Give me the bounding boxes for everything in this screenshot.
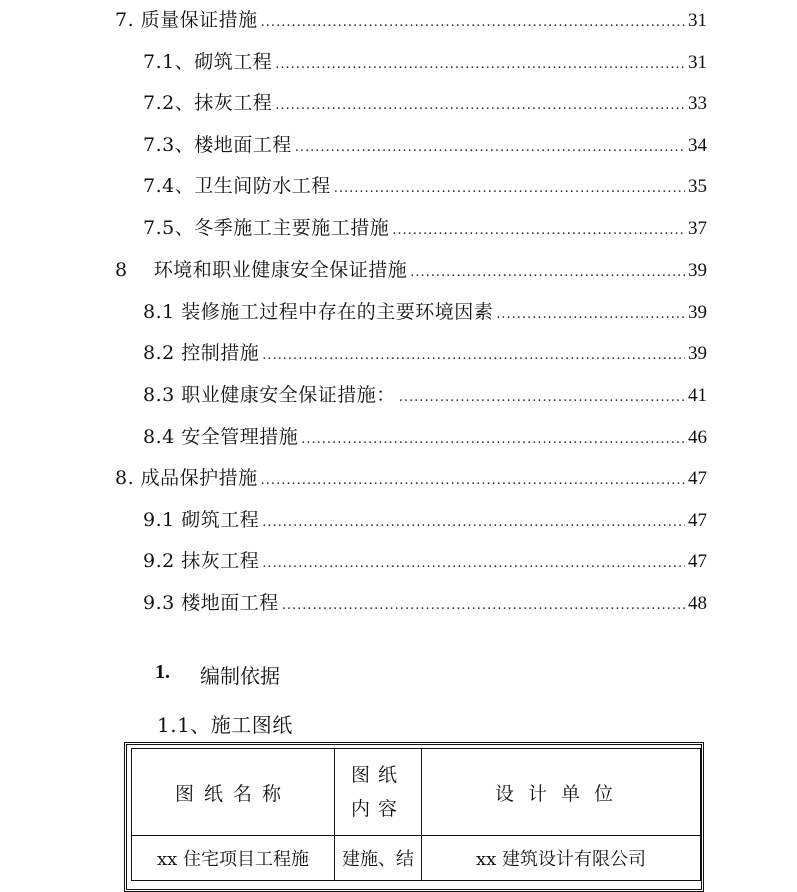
- toc-entry-page: 47: [688, 510, 707, 531]
- toc-entry[interactable]: [143, 133, 707, 160]
- drawings-table-frame: [124, 742, 704, 892]
- toc-entry-title: 8.2 控制措施: [143, 342, 260, 364]
- toc-leader-dots: [410, 261, 685, 285]
- toc-entry-page: 39: [688, 302, 707, 323]
- toc-leader-dots: [262, 511, 685, 535]
- toc-leader-dots: [275, 53, 685, 77]
- cell-drawing-name: xx 住宅项目工程施: [132, 836, 335, 881]
- table-row: [132, 836, 701, 881]
- toc-entry-title: 7.5、冬季施工主要施工措施: [143, 217, 390, 239]
- cell-design-unit: xx 建筑设计有限公司: [422, 836, 701, 881]
- toc-entry[interactable]: [143, 383, 707, 410]
- toc-entry[interactable]: [143, 91, 707, 118]
- toc-leader-dots: [399, 386, 685, 410]
- toc-leader-dots: [275, 94, 685, 118]
- header-drawing-content-line1: 图纸: [350, 764, 405, 786]
- toc-entry-title: 8. 成品保护措施: [115, 467, 258, 489]
- toc-entry-page: 37: [688, 218, 707, 239]
- header-drawing-content-line2: 内容: [350, 798, 405, 820]
- toc-entry[interactable]: [143, 591, 707, 618]
- cell-drawing-content: 建施、结: [335, 836, 422, 881]
- toc-entry-title: 7. 质量保证措施: [115, 9, 258, 31]
- toc-entry-title: 7.2、抹灰工程: [143, 92, 273, 114]
- toc-entry-page: 33: [688, 93, 707, 114]
- toc-entry-page: 39: [688, 260, 707, 281]
- toc-entry-page: 39: [688, 343, 707, 364]
- toc-entry-page: 35: [688, 176, 707, 197]
- toc-entry-page: 41: [688, 385, 707, 406]
- toc-entry-title: 9.1 砌筑工程: [143, 509, 260, 531]
- toc-entry[interactable]: [143, 425, 707, 452]
- toc-leader-dots: [261, 11, 685, 35]
- toc-entry-page: 46: [688, 427, 707, 448]
- toc-entry-title: 7.1、砌筑工程: [143, 51, 273, 73]
- toc-entry-title: 8.4 安全管理措施: [143, 426, 299, 448]
- toc-entry-title: 7.4、卫生间防水工程: [143, 175, 331, 197]
- subsection-title: 1.1、施工图纸: [157, 713, 293, 737]
- header-drawing-name: 图纸名称: [132, 749, 335, 836]
- section-title: 编制依据: [200, 664, 280, 688]
- toc-leader-dots: [496, 303, 685, 327]
- toc-leader-dots: [261, 469, 685, 493]
- drawings-table: [131, 748, 701, 881]
- table-header-row: [132, 749, 701, 836]
- toc-entry-title: 7.3、楼地面工程: [143, 134, 292, 156]
- toc-entry[interactable]: [143, 549, 707, 576]
- toc-leader-dots: [295, 136, 685, 160]
- toc-entry[interactable]: [143, 300, 707, 327]
- toc-leader-dots: [334, 177, 685, 201]
- toc-entry[interactable]: [115, 8, 707, 35]
- toc-leader-dots: [392, 219, 685, 243]
- toc-entry-page: 48: [688, 593, 707, 614]
- toc-leader-dots: [262, 552, 685, 576]
- header-design-unit: 设计单位: [422, 749, 701, 836]
- toc-entry[interactable]: [143, 174, 707, 201]
- header-drawing-content: [335, 749, 422, 836]
- toc-entry[interactable]: [115, 258, 707, 285]
- toc-entry[interactable]: [143, 50, 707, 77]
- toc-entry-title: 8.3 职业健康安全保证措施：: [143, 384, 396, 406]
- toc-entry-title: 8.1 装修施工过程中存在的主要环境因素: [143, 301, 494, 323]
- toc-entry[interactable]: [143, 341, 707, 368]
- toc-entry-title: 8 环境和职业健康安全保证措施: [115, 259, 408, 281]
- toc-entry[interactable]: [115, 466, 707, 493]
- toc-entry[interactable]: [143, 216, 707, 243]
- toc-entry-page: 31: [688, 10, 707, 31]
- toc-entry-page: 34: [688, 135, 707, 156]
- toc-leader-dots: [262, 344, 685, 368]
- toc-entry[interactable]: [143, 508, 707, 535]
- toc-leader-dots: [301, 428, 685, 452]
- toc-entry-page: 47: [688, 468, 707, 489]
- toc-entry-page: 47: [688, 551, 707, 572]
- section-number: 1.: [155, 661, 170, 683]
- toc-entry-page: 31: [688, 52, 707, 73]
- toc-leader-dots: [282, 594, 685, 618]
- toc-entry-title: 9.2 抹灰工程: [143, 550, 260, 572]
- toc-entry-title: 9.3 楼地面工程: [143, 592, 279, 614]
